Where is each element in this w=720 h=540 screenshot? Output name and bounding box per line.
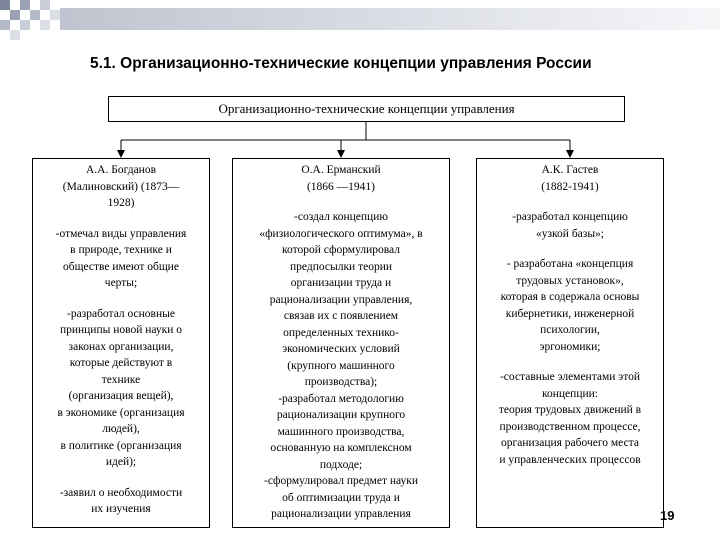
column-item: - разработана «концепция трудовых установок», которая в содержала основы кибернетики, инженерной психологии, эргономики; bbox=[500, 258, 640, 353]
column-item: -разработал концепцию «узкой базы»; bbox=[512, 211, 628, 240]
column-author-name: О.А. Ерманский (1866 —1941) bbox=[301, 164, 381, 193]
column-item: -разработал основные принципы новой науки о законах организации, которые действуют в технике (организация вещей), в экономике (организация людей), в политике (организация идей); bbox=[57, 307, 185, 468]
column-author-name: А.А. Богданов (Малиновский) (1873— 1928) bbox=[62, 164, 180, 209]
diagram-root-node: Организационно-технические концепции управления bbox=[108, 96, 625, 122]
column-author-name: А.К. Гастев (1882-1941) bbox=[541, 164, 599, 193]
column-gastev bbox=[476, 158, 664, 528]
column-ermansky bbox=[232, 158, 450, 528]
column-bogdanov bbox=[32, 158, 210, 528]
column-item: -заявил о необходимости их изучения bbox=[59, 486, 183, 515]
column-item: -составные элементами этой концепции: теория трудовых движений в производственном процессе, организация рабочего места и управленческих процессов bbox=[498, 371, 642, 466]
slide-title: 5.1. Организационно-технические концепции управления России bbox=[90, 55, 592, 72]
page-number: 19 bbox=[660, 508, 675, 523]
column-item: -отмечал виды управления в природе, технике и обществе имеют общие черты; bbox=[55, 227, 187, 289]
column-item: -создал концепцию «физиологического оптимума», в которой сформулировал предпосылки теории организации труда и рационализации управления, связав их с появлением определенных технико- экономических условий (крупного машинного производства); -разработал методологию рационализации крупного машинного производства, основанную на комплексном подходе; -сформулировал предмет науки об оптимизации труда и рационализации управления bbox=[259, 211, 423, 520]
